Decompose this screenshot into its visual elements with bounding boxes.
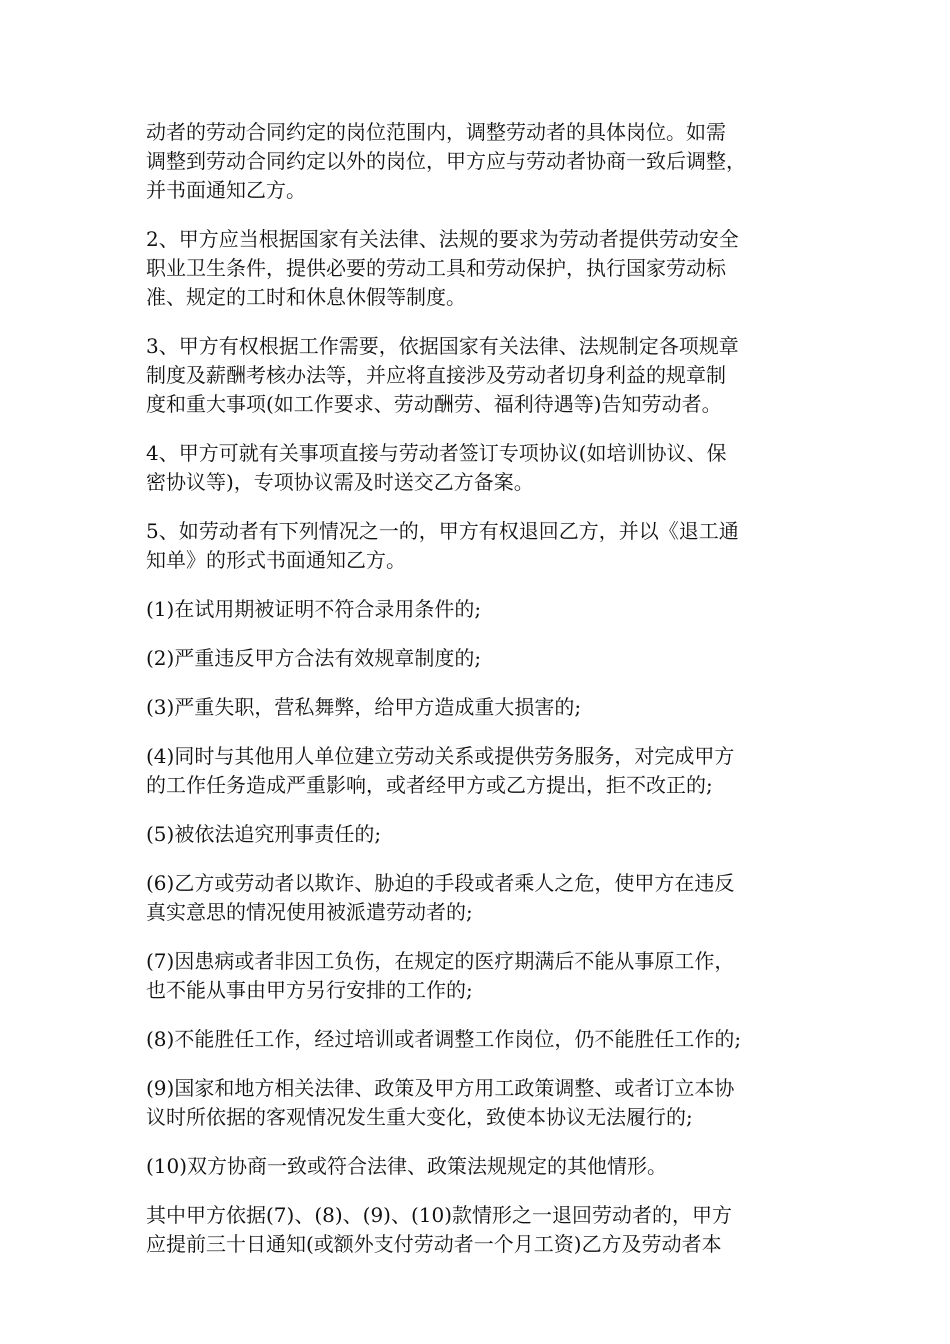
list-item-2: (2)严重违反甲方合法有效规章制度的; <box>146 646 482 670</box>
paragraph-position-adjustment: 动者的劳动合同约定的岗位范围内，调整劳动者的具体岗位。如需 调整到劳动合同约定以外的岗位，甲方应与劳动者协商一致后调整， 并书面通知乙方。 <box>146 120 746 202</box>
paragraph-clause-2: 2、甲方应当根据国家有关法律、法规的要求为劳动者提供劳动安全 职业卫生条件，提供必要的劳动工具和劳动保护，执行国家劳动标 准、规定的工时和休息休假等制度。 <box>146 227 739 309</box>
paragraph-clause-5: 5、如劳动者有下列情况之一的，甲方有权退回乙方，并以《退工通 知单》的形式书面通知乙方。 <box>146 519 739 572</box>
list-item-10: (10)双方协商一致或符合法律、政策法规规定的其他情形。 <box>146 1154 668 1178</box>
list-item-5: (5)被依法追究刑事责任的; <box>146 822 382 846</box>
list-item-9: (9)国家和地方相关法律、政策及甲方用工政策调整、或者订立本协 议时所依据的客观情况发生重大变化，致使本协议无法履行的; <box>146 1076 735 1129</box>
list-item-1: (1)在试用期被证明不符合录用条件的; <box>146 597 482 621</box>
paragraph-clause-4: 4、甲方可就有关事项直接与劳动者签订专项协议(如培训协议、保 密协议等)，专项协议需及时送交乙方备案。 <box>146 441 727 494</box>
document-body <box>146 118 822 1279</box>
list-item-6: (6)乙方或劳动者以欺诈、胁迫的手段或者乘人之危，使甲方在违反 真实意思的情况使用被派遣劳动者的; <box>146 871 735 924</box>
list-item-3: (3)严重失职，营私舞弊，给甲方造成重大损害的; <box>146 695 582 719</box>
list-item-8: (8)不能胜任工作，经过培训或者调整工作岗位，仍不能胜任工作的; <box>146 1027 742 1051</box>
paragraph-notice-requirement: 其中甲方依据(7)、(8)、(9)、(10)款情形之一退回劳动者的，甲方 应提前三十日通知(或额外支付劳动者一个月工资)乙方及劳动者本 <box>146 1203 733 1256</box>
paragraph-clause-3: 3、甲方有权根据工作需要，依据国家有关法律、法规制定各项规章 制度及薪酬考核办法等，并应将直接涉及劳动者切身利益的规章制 度和重大事项(如工作要求、劳动酬劳、福利待遇等)告知劳动者。 <box>146 334 739 416</box>
list-item-7: (7)因患病或者非因工负伤，在规定的医疗期满后不能从事原工作， 也不能从事由甲方另行安排的工作的; <box>146 949 735 1002</box>
list-item-4: (4)同时与其他用人单位建立劳动关系或提供劳务服务，对完成甲方 的工作任务造成严重影响，或者经甲方或乙方提出，拒不改正的; <box>146 744 735 797</box>
